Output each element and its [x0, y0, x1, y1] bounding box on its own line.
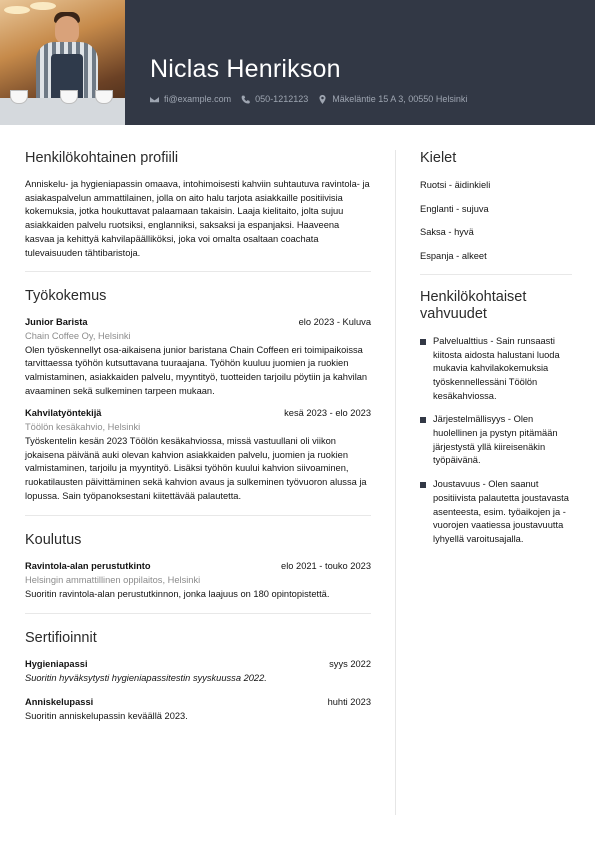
strength-item [420, 413, 572, 468]
section-divider [420, 274, 572, 275]
education-heading: Koulutus [25, 532, 82, 549]
certification-date: syys 2022 [329, 659, 371, 670]
experience-item [25, 407, 371, 503]
contact-email[interactable] [150, 94, 231, 104]
address-text: Mäkeläntie 15 A 3, 00550 Helsinki [332, 94, 468, 104]
section-divider [25, 515, 371, 516]
square-bullet-icon [420, 417, 426, 423]
languages-section [420, 150, 572, 264]
strength-item [420, 335, 572, 404]
phone-text: 050-1212123 [255, 94, 309, 104]
degree-description: Suoritin ravintola-alan perustutkinnon, jonka laajuus on 180 opintopistettä. [25, 588, 330, 599]
language-item: Espanja - alkeet [420, 251, 487, 262]
candidate-name: Niclas Henrikson [150, 55, 341, 83]
certifications-heading: Sertifioinnit [25, 630, 97, 647]
strength-text: Palvelualttius - Sain runsaasti kiitosta aidosta halustani luoda mukavia kahvilakokemuksia työskennellessäni Töölön kesäkahviossa. [433, 335, 560, 401]
certification-title: Hygieniapassi [25, 659, 88, 670]
job-title: Kahvilatyöntekijä [25, 408, 102, 419]
main-column [25, 150, 371, 723]
education-item [25, 560, 371, 601]
section-divider [25, 271, 371, 272]
language-item: Englanti - sujuva [420, 203, 489, 214]
job-date: elo 2023 - Kuluva [298, 317, 371, 328]
strength-text: Järjestelmällisyys - Olen huolellinen ja pystyn pitämään järjestystä yllä kiireisenäkin työpäivänä. [433, 414, 558, 466]
certification-item [25, 696, 371, 723]
contact-phone[interactable] [241, 94, 308, 104]
experience-section [25, 288, 371, 503]
language-item: Saksa - hyvä [420, 227, 474, 238]
profile-heading: Henkilökohtainen profiili [25, 150, 179, 166]
contact-info [150, 94, 477, 104]
phone-icon [241, 95, 250, 104]
section-divider [25, 613, 371, 614]
experience-heading: Työkokemus [25, 288, 107, 305]
profile-photo [0, 0, 125, 125]
job-description: Olen työskennellyt osa-aikaisena junior baristana Chain Coffeen eri toimipaikoissa tarvittaessa työhön kutsuttavana tuuraajana. Työhön kuuluu juomien ja ruokien valmistaminen, asiakkaiden palvelu, myyntityö, tuotteiden tarjoilu pöytiin ja kahvilan avaaminen sekä sulkeminen tarpeen mukaan. [25, 344, 368, 396]
certifications-section [25, 630, 371, 723]
certification-description: Suoritin anniskelupassin keväällä 2023. [25, 710, 188, 721]
square-bullet-icon [420, 339, 426, 345]
map-pin-icon [318, 95, 327, 104]
education-section [25, 532, 371, 601]
language-item: Ruotsi - äidinkieli [420, 180, 491, 190]
degree-date: elo 2021 - touko 2023 [281, 561, 371, 572]
column-divider [395, 150, 396, 815]
envelope-icon [150, 95, 159, 104]
job-title: Junior Barista [25, 317, 88, 328]
square-bullet-icon [420, 482, 426, 488]
email-text: fi@example.com [164, 94, 232, 104]
certification-date: huhti 2023 [327, 696, 371, 707]
profile-text: Anniskelu- ja hygieniapassin omaava, intohimoisesti kahviin suhtautuva ravintola- ja asiakaspalvelun ammattilainen, jolla on aito halu tarjota asiakkaille positiivisia kokemuksia, jotka houkuttavat palaamaan takaisin. Laaja kielitaito, jolta sujuu asiakkaiden palvelu ruotsiksi, englanniksi, saksaksi ja espanjaksi. Haaveena kasvaa ja kehittyä kahvilapäälliköksi, joka voi omalta osaltaan coachata tulevaisuuden tähtibaristoja. [25, 179, 370, 258]
certification-item [25, 658, 371, 685]
certification-description: Suoritin hyväksytysti hygieniapassitestin syyskuussa 2022. [25, 673, 267, 684]
job-company: Töölön kesäkahvio, Helsinki [25, 422, 141, 433]
strengths-heading: Henkilökohtaiset vahvuudet [420, 288, 527, 322]
profile-section [25, 150, 371, 260]
side-column [420, 150, 572, 557]
degree-title: Ravintola-alan perustutkinto [25, 561, 151, 572]
school-name: Helsingin ammattillinen oppilaitos, Helsinki [25, 575, 201, 586]
contact-address [318, 94, 467, 104]
job-company: Chain Coffee Oy, Helsinki [25, 330, 131, 341]
certification-title: Anniskelupassi [25, 696, 94, 707]
job-date: kesä 2023 - elo 2023 [284, 408, 371, 419]
strengths-section [420, 289, 572, 547]
strength-text: Joustavuus - Olen saanut positiivista palautetta joustavasta asenteesta, esim. työaikojen ja -vuorojen vaatiessa joustavuutta lyhyellä varoitusajalla. [433, 479, 569, 544]
resume-header [0, 0, 595, 125]
strength-item [420, 478, 572, 547]
experience-item [25, 316, 371, 398]
job-description: Työskentelin kesän 2023 Töölön kesäkahviossa, missä vastuullani oli viikon jokaisena päivänä auki olevan kahvion asiakkaiden palvelu, juomien ja ruokien valmistaminen, tarjoilu ja myyntityö. Lisäksi työhön kuului kahvion siivoaminen, ruokatilausten päivittäminen sekä kahvion avaus ja sulkeminen työvuoron alussa ja lopussa. Sain työpanoksestani kiitettävää palautetta. [25, 435, 367, 501]
languages-heading: Kielet [420, 150, 457, 166]
